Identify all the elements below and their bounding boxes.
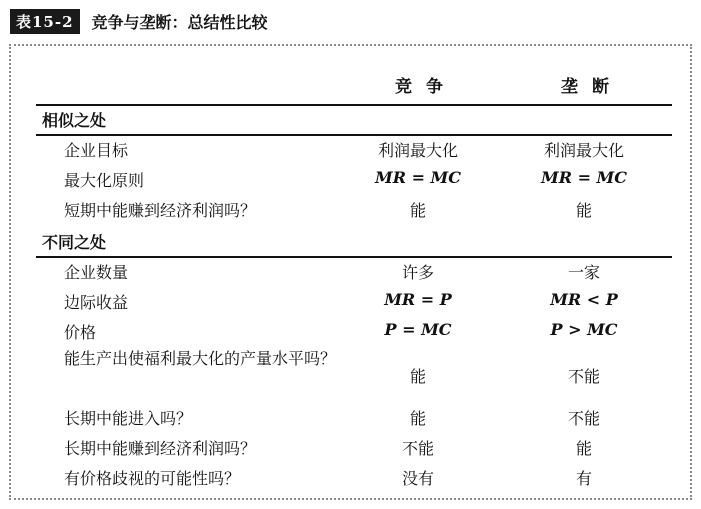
section-rule — [36, 134, 672, 136]
row-label: 边际收益 — [64, 293, 129, 312]
competition-cell: 能 — [409, 201, 426, 220]
row-label: 企业数量 — [64, 263, 129, 282]
row-label: 有价格歧视的可能性吗？ — [64, 469, 241, 488]
competition-cell: 利润最大化 — [377, 141, 458, 160]
row-label: 价格 — [64, 323, 97, 342]
monopoly-cell: 利润最大化 — [543, 141, 624, 160]
competition-cell: 没有 — [401, 469, 434, 488]
row-label: 企业目标 — [64, 141, 129, 160]
row-label: 最大化原则 — [64, 171, 145, 190]
monopoly-cell: 有 — [575, 469, 592, 488]
column-header-competition: 竞争 — [395, 77, 457, 97]
competition-cell: 许多 — [401, 263, 434, 282]
monopoly-cell: 不能 — [567, 367, 600, 386]
monopoly-cell: MR = MC — [541, 168, 627, 187]
table-number: 表15-2 — [10, 9, 80, 34]
column-header-monopoly: 垄断 — [561, 77, 623, 97]
monopoly-cell: 一家 — [567, 263, 600, 282]
competition-cell: 不能 — [401, 439, 434, 458]
monopoly-cell: MR < P — [550, 290, 618, 309]
section-title: 相似之处 — [42, 111, 107, 130]
row-label: 短期中能赚到经济利润吗？ — [64, 201, 257, 220]
row-label: 能生产出使福利最大化的产量水平吗？ — [64, 349, 337, 368]
monopoly-cell: 能 — [575, 201, 592, 220]
row-label: 长期中能进入吗？ — [64, 409, 193, 428]
row-label: 长期中能赚到经济利润吗？ — [64, 439, 257, 458]
section-rule — [36, 256, 672, 258]
competition-cell: MR = P — [384, 290, 452, 309]
monopoly-cell: P > MC — [550, 320, 618, 339]
section-title: 不同之处 — [42, 233, 107, 252]
competition-cell: P = MC — [384, 320, 452, 339]
competition-cell: 能 — [409, 367, 426, 386]
table-title: 竞争与垄断：总结性比较 — [91, 12, 268, 32]
table-caption — [10, 8, 268, 34]
header-rule — [36, 104, 672, 106]
monopoly-cell: 不能 — [567, 409, 600, 428]
competition-cell: MR = MC — [375, 168, 461, 187]
competition-cell: 能 — [409, 409, 426, 428]
monopoly-cell: 能 — [575, 439, 592, 458]
